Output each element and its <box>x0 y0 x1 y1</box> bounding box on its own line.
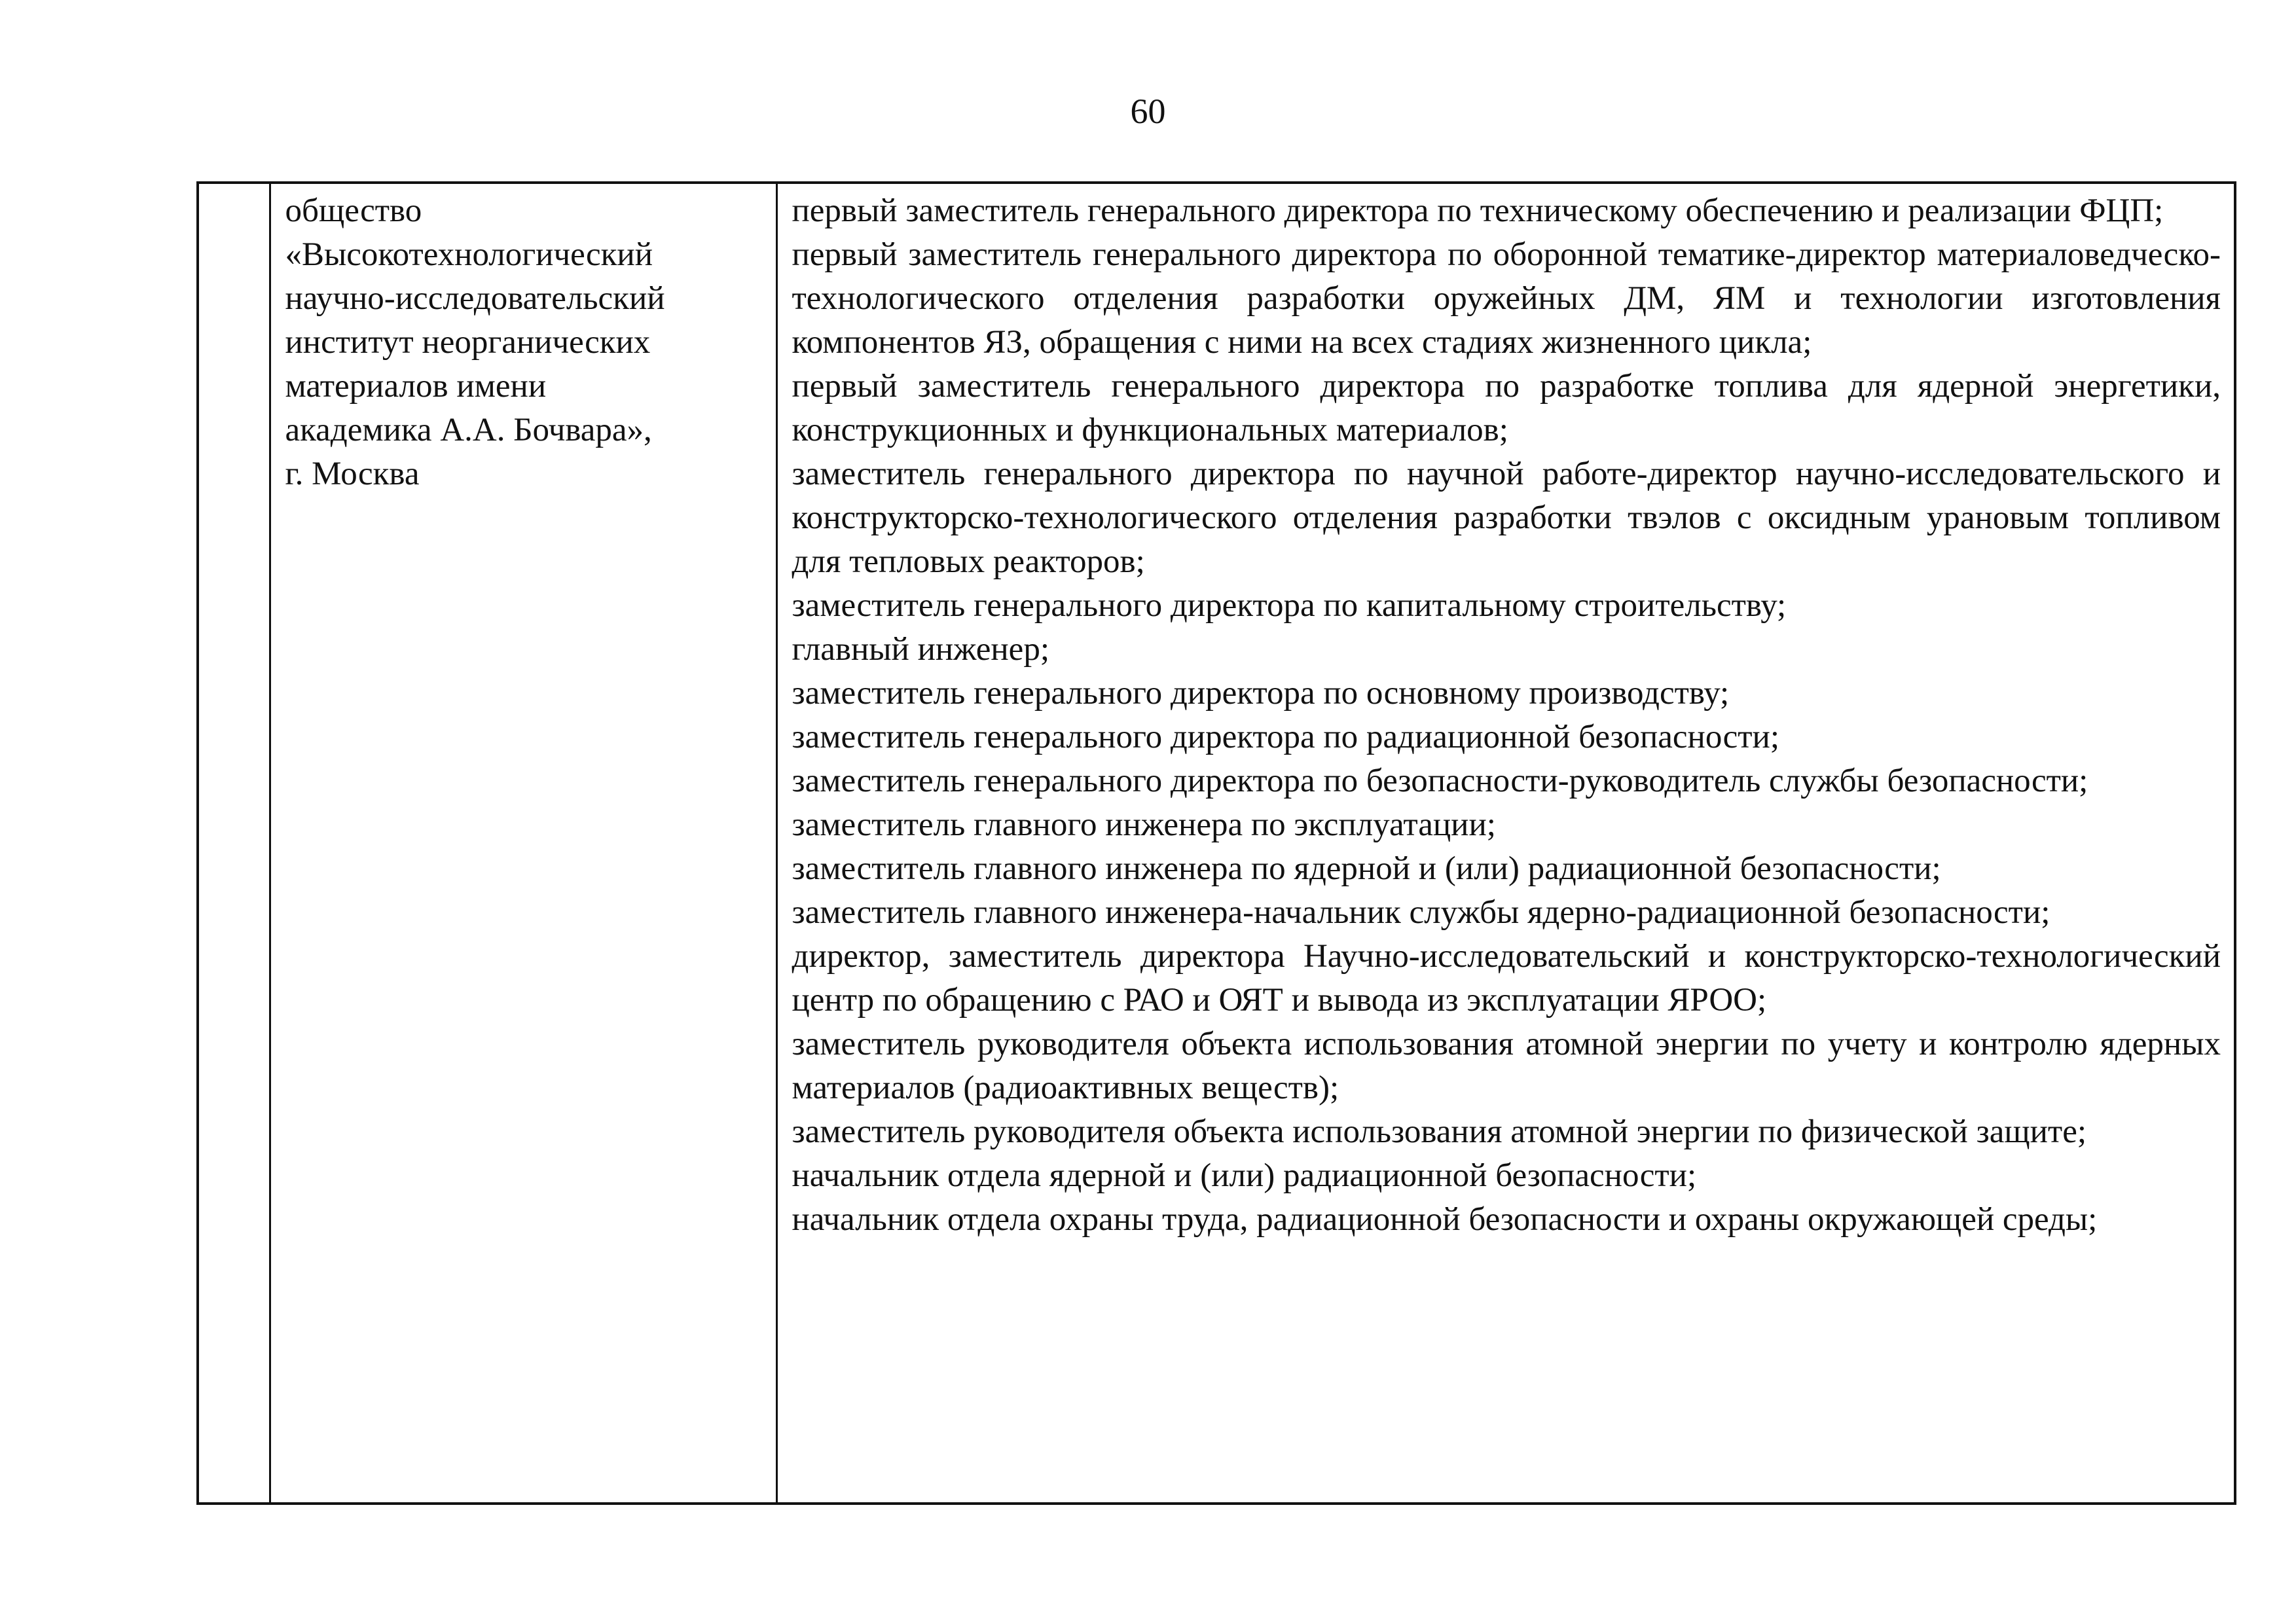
organization-line: «Высокотехнологический <box>285 236 653 273</box>
position-item: первый заместитель генерального директора по оборонной тематике-директор материаловедческо-технологического отделения разработки оружейных ДМ, ЯМ и технологии изготовления компонентов ЯЗ, обращения с ними на всех стадиях жизненного цикла; <box>792 236 2221 361</box>
position-item: заместитель генерального директора по основному производству; <box>792 675 1730 712</box>
position-item: начальник отдела ядерной и (или) радиационной безопасности; <box>792 1157 1697 1194</box>
positions-table <box>196 181 2236 1505</box>
position-item: заместитель генерального директора по капитальному строительству; <box>792 587 1787 624</box>
position-item: заместитель руководителя объекта использования атомной энергии по физической защите; <box>792 1113 2087 1150</box>
position-item: главный инженер; <box>792 631 1049 668</box>
positions-cell <box>776 183 2235 1504</box>
position-item: заместитель главного инженера-начальник службы ядерно-радиационной безопасности; <box>792 894 2050 931</box>
page-number: 60 <box>1130 92 1166 131</box>
position-item: заместитель главного инженера по ядерной и (или) радиационной безопасности; <box>792 850 1941 887</box>
table-row <box>198 183 2235 1504</box>
organization-line: академика А.А. Бочвара», <box>285 412 652 448</box>
organization-line: институт неорганических <box>285 324 651 361</box>
position-item: заместитель генерального директора по безопасности-руководитель службы безопасности; <box>792 763 2088 799</box>
organization-line: общество <box>285 192 422 229</box>
organization-line: научно-исследовательский <box>285 280 665 317</box>
position-item: начальник отдела охраны труда, радиационной безопасности и охраны окружающей среды; <box>792 1201 2098 1238</box>
position-item: заместитель генерального директора по научной работе-директор научно-исследовательского и конструкторско-технологического отделения разработки твэлов с оксидным урановым топливом для тепловых реакторов; <box>792 456 2221 580</box>
position-item: первый заместитель генерального директора по техническому обеспечению и реализации ФЦП; <box>792 192 2164 229</box>
positions-list <box>792 189 2221 1242</box>
organization-line: г. Москва <box>285 456 420 492</box>
organization-line: материалов имени <box>285 368 547 405</box>
row-number-cell <box>198 183 270 1504</box>
position-item: заместитель руководителя объекта использования атомной энергии по учету и контролю ядерных материалов (радиоактивных веществ); <box>792 1026 2221 1106</box>
position-item: заместитель генерального директора по радиационной безопасности; <box>792 719 1780 755</box>
position-item: заместитель главного инженера по эксплуатации; <box>792 806 1496 843</box>
organization-cell <box>270 183 776 1504</box>
position-item: директор, заместитель директора Научно-исследовательский и конструкторско-технологический центр по обращению с РАО и ОЯТ и вывода из эксплуатации ЯРОО; <box>792 938 2221 1019</box>
position-item: первый заместитель генерального директора по разработке топлива для ядерной энергетики, конструкционных и функциональных материалов; <box>792 368 2221 448</box>
